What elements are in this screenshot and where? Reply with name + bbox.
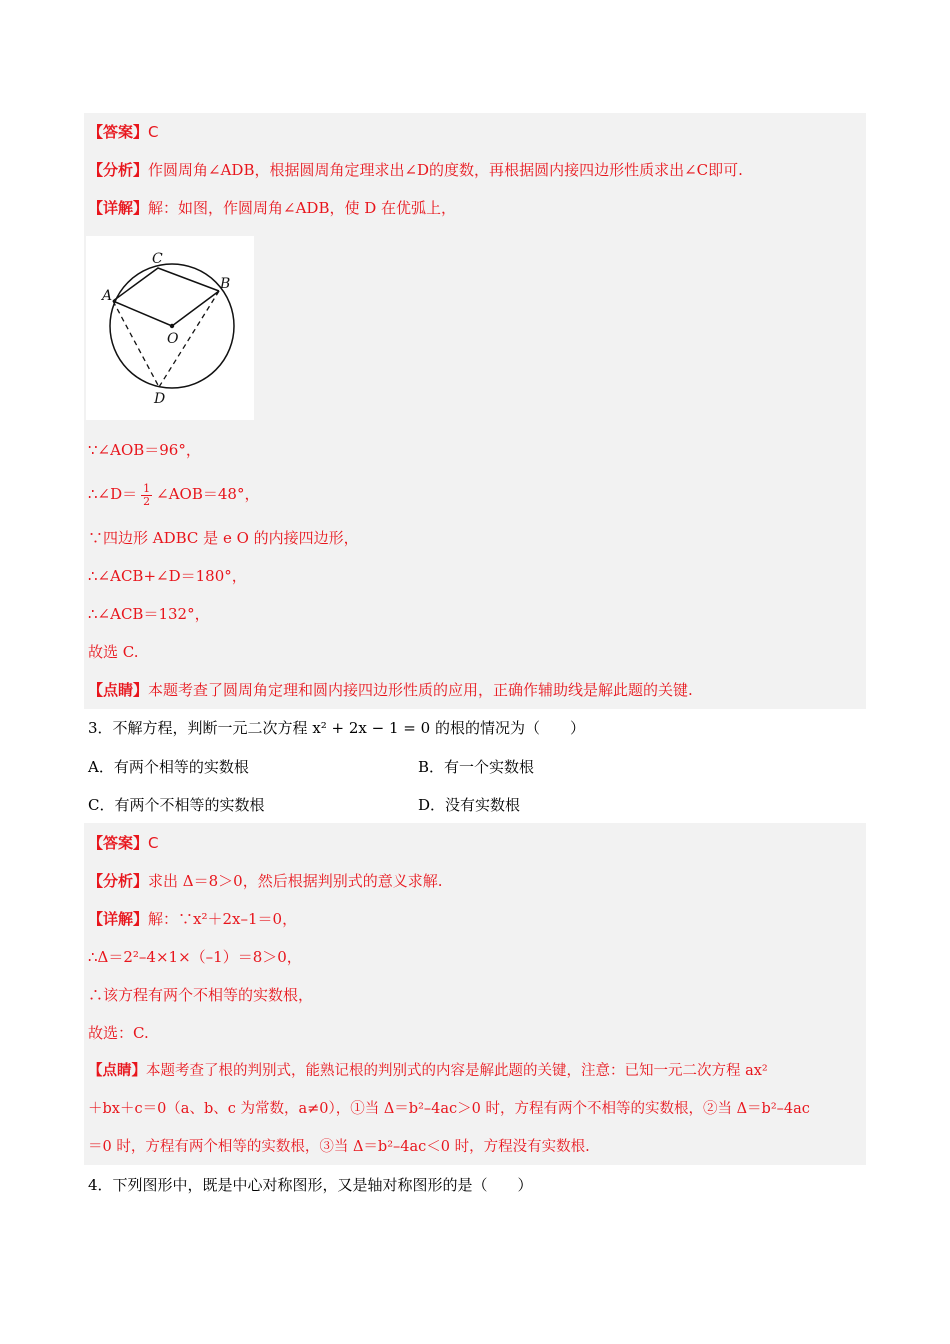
q3-analysis: 【分析】求出 Δ＝8＞0，然后根据判别式的意义求解. <box>88 872 443 890</box>
radii-oa-ob <box>113 291 219 326</box>
q2-step3: ∵四边形 ADBC 是 e O 的内接四边形， <box>88 529 359 547</box>
q2-step5: ∴∠ACB＝132°， <box>88 605 210 623</box>
label-a: A <box>102 288 113 304</box>
label-d: D <box>154 391 166 407</box>
center-point <box>170 324 174 328</box>
q2-answer: 【答案】C <box>88 123 159 141</box>
circle-diagram <box>86 236 254 420</box>
label-b: B <box>220 276 231 292</box>
label-c: C <box>152 251 163 267</box>
q2-step6: 故选 C. <box>88 643 139 661</box>
q3-option-b: B．有一个实数根 <box>418 758 535 776</box>
q3-question: 3．不解方程，判断一元二次方程 x² + 2x − 1 = 0 的根的情况为（ ） <box>88 719 585 737</box>
q3-option-c: C．有两个不相等的实数根 <box>88 796 265 814</box>
q3-comment-line3: ＝0 时，方程有两个相等的实数根，③当 Δ＝b²–4ac＜0 时，方程没有实数根. <box>88 1139 590 1155</box>
q2-comment: 【点睛】本题考查了圆周角定理和圆内接四边形性质的应用，正确作辅助线是解此题的关键. <box>88 681 693 699</box>
q3-step2: ∴该方程有两个不相等的实数根， <box>88 986 314 1004</box>
q3-option-d: D．没有实数根 <box>418 796 521 814</box>
q2-step2: ∴∠D＝ $\frac{1}{2}$ ∠AOB＝48°， <box>88 481 260 508</box>
q3-detail: 【详解】解：∵x²＋2x–1＝0， <box>88 910 298 928</box>
q2-step4: ∴∠ACB+∠D＝180°， <box>88 567 247 585</box>
q3-comment-line1: 【点睛】本题考查了根的判别式，能熟记根的判别式的内容是解此题的关键，注意：已知一元二次方程 ax² <box>88 1062 768 1079</box>
label-o: O <box>167 331 179 347</box>
q3-comment-line2: ＋bx＋c＝0（a、b、c 为常数，a≠0），①当 Δ＝b²–4ac＞0 时，方程有两个不相等的实数根，②当 Δ＝b²–4ac <box>88 1101 810 1117</box>
q2-step1: ∵∠AOB＝96°， <box>88 441 201 459</box>
fraction-half: $\frac{1}{2}$ <box>143 481 151 508</box>
dashed-ad <box>113 301 159 387</box>
q3-option-a: A．有两个相等的实数根 <box>88 758 249 776</box>
q3-step1: ∴Δ＝2²–4×1×（–1）＝8＞0， <box>88 948 302 966</box>
q2-analysis: 【分析】作圆周角∠ADB，根据圆周角定理求出∠D的度数，再根据圆内接四边形性质求出∠C即可. <box>88 161 743 179</box>
q4-question: 4．下列图形中，既是中心对称图形，又是轴对称图形的是（ ） <box>88 1176 533 1194</box>
circle-figure <box>86 236 254 420</box>
q3-answer: 【答案】C <box>88 834 159 852</box>
q2-detail: 【详解】解：如图，作圆周角∠ADB，使 D 在优弧上， <box>88 199 457 217</box>
q3-step3: 故选：C. <box>88 1024 149 1042</box>
